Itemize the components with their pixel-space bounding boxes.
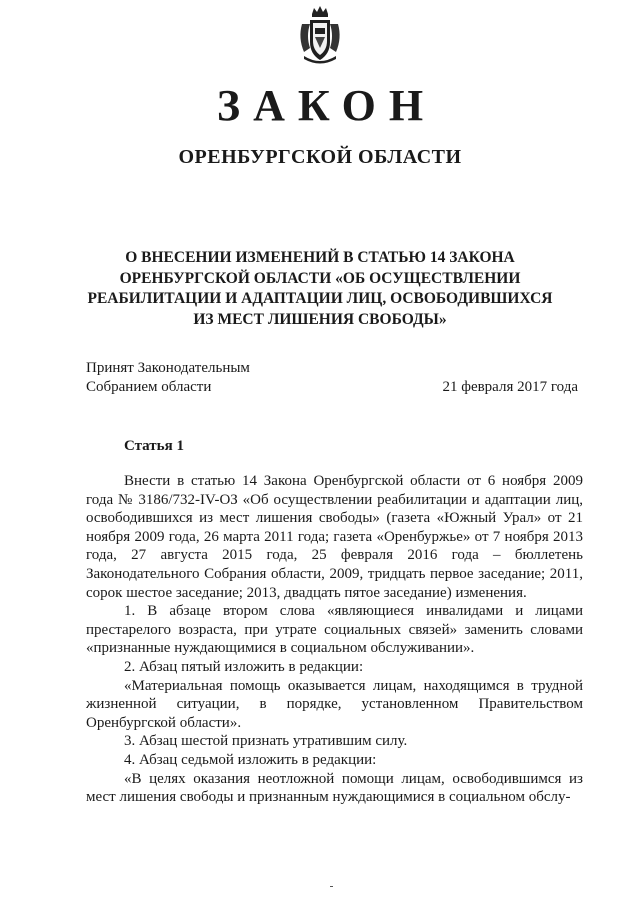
subject-line: ИЗ МЕСТ ЛИШЕНИЯ СВОБОДЫ» (193, 310, 447, 328)
paragraph: «Материальная помощь оказывается лицам, находящимся в трудной жизненной ситуации, в порядке, установленном Правительством Оренбургской области». (86, 677, 583, 731)
article-body (86, 472, 583, 807)
paragraph: 3. Абзац шестой признать утратившим силу. (124, 733, 408, 750)
paragraph: 4. Абзац седьмой изложить в редакции: (124, 751, 377, 768)
paragraph: 2. Абзац пятый изложить в редакции: (124, 658, 364, 675)
adoption-body (86, 359, 250, 397)
law-title: ЗАКОН (216, 81, 437, 130)
paragraph: Внести в статью 14 Закона Оренбургской области от 6 ноября 2009 года № 3186/732-IV-ОЗ «Об осуществлении реабилитации и адаптации лиц, освободившихся из мест лишения свободы» (газета «Южный Урал» от 21 ноября 2009 года, 26 марта 2011 года; газета «Оренбуржье» от 7 ноября 2013 года, 27 августа 2015 года, 25 февраля 2016 года – бюллетень Законодательного Собрания области, 2009, тридцать первое заседание; 2011, сорок шестое заседание; 2013, двадцать пятое заседание) изменения. (86, 473, 583, 601)
subject-line: О ВНЕСЕНИИ ИЗМЕНЕНИЙ В СТАТЬЮ 14 ЗАКОНА (125, 249, 515, 266)
paragraph: «В целях оказания неотложной помощи лицам, освободившимся из мест лишения свободы и признанным нуждающимися в социальном обслу- (86, 770, 583, 806)
page-mark (330, 886, 333, 887)
region-title: ОРЕНБУРГСКОЙ ОБЛАСТИ (178, 146, 462, 168)
subject-line: РЕАБИЛИТАЦИИ И АДАПТАЦИИ ЛИЦ, ОСВОБОДИВШИХСЯ (87, 290, 553, 307)
subject-line: ОРЕНБУРГСКОЙ ОБЛАСТИ «ОБ ОСУЩЕСТВЛЕНИИ (119, 269, 521, 287)
adoption-date: 21 февраля 2017 года (442, 379, 578, 395)
article-title: Статья 1 (124, 438, 184, 454)
adoption-line: Собранием области (86, 379, 212, 395)
adoption-line: Принят Законодательным (86, 360, 250, 376)
law-subject (70, 248, 570, 330)
coat-of-arms-icon (296, 4, 344, 66)
paragraph: 1. В абзаце втором слова «являющиеся инвалидами и лицами престарелого возраста, при утрате социальных связей» заменить словами «признанные нуждающимися в социальном обслуживании». (86, 603, 583, 657)
